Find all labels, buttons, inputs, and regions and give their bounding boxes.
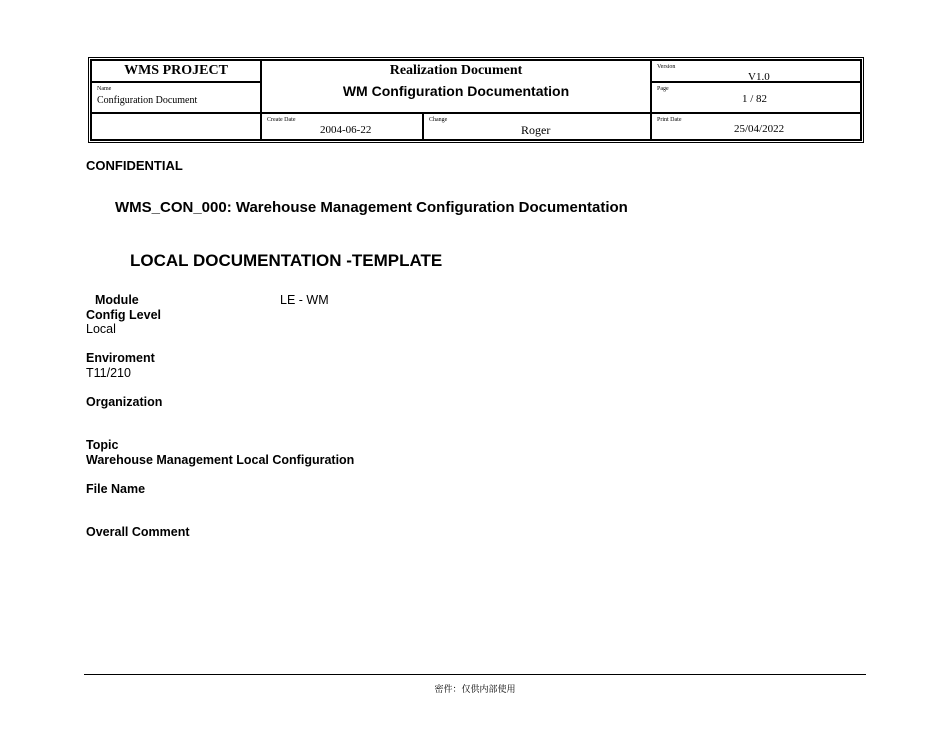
version-label: Version [657, 64, 676, 70]
footer-confidential-note: 密件：仅供内部使用 [434, 685, 516, 695]
name-label: Name [97, 86, 112, 92]
project-cell [91, 60, 261, 82]
confidential-label: CONFIDENTIAL [86, 158, 183, 173]
name-value: Configuration Document [97, 95, 198, 106]
topic-value: Warehouse Management Local Configuration [86, 453, 355, 467]
page-value: 1 / 82 [742, 93, 768, 105]
realization-cell [261, 60, 651, 113]
organization-label: Organization [86, 395, 163, 409]
module-label: Module [95, 293, 139, 307]
change-value: Roger [521, 123, 551, 137]
empty-cell [91, 113, 261, 140]
print-date-cell [651, 113, 861, 140]
file-name-label: File Name [86, 482, 146, 496]
page-cell [651, 82, 861, 113]
footer-divider [84, 674, 866, 675]
print-date-value: 25/04/2022 [734, 123, 785, 135]
change-cell [423, 113, 651, 140]
project-title: WMS PROJECT [124, 63, 228, 78]
local-documentation-title: LOCAL DOCUMENTATION -TEMPLATE [130, 251, 443, 270]
version-cell [651, 60, 861, 82]
create-date-label: Create Date [267, 117, 296, 123]
name-cell [91, 82, 261, 113]
document-title: WMS_CON_000: Warehouse Management Configuration Documentation [115, 199, 628, 216]
environment-label: Enviroment [86, 351, 155, 365]
page-label: Page [657, 86, 669, 92]
print-date-label: Print Date [657, 117, 682, 123]
overall-comment-label: Overall Comment [86, 525, 190, 539]
config-level-label: Config Level [86, 308, 162, 322]
module-value: LE - WM [280, 293, 329, 307]
change-label: Change [429, 117, 448, 123]
header-table [88, 57, 864, 143]
config-level-value: Local [86, 322, 116, 336]
realization-subtitle: WM Configuration Documentation [342, 83, 570, 99]
environment-value: T11/210 [86, 366, 131, 380]
create-date-cell [261, 113, 423, 140]
version-value: V1.0 [748, 71, 770, 82]
realization-title: Realization Document [389, 63, 523, 78]
create-date-value: 2004-06-22 [320, 124, 372, 136]
topic-label: Topic [86, 438, 119, 452]
